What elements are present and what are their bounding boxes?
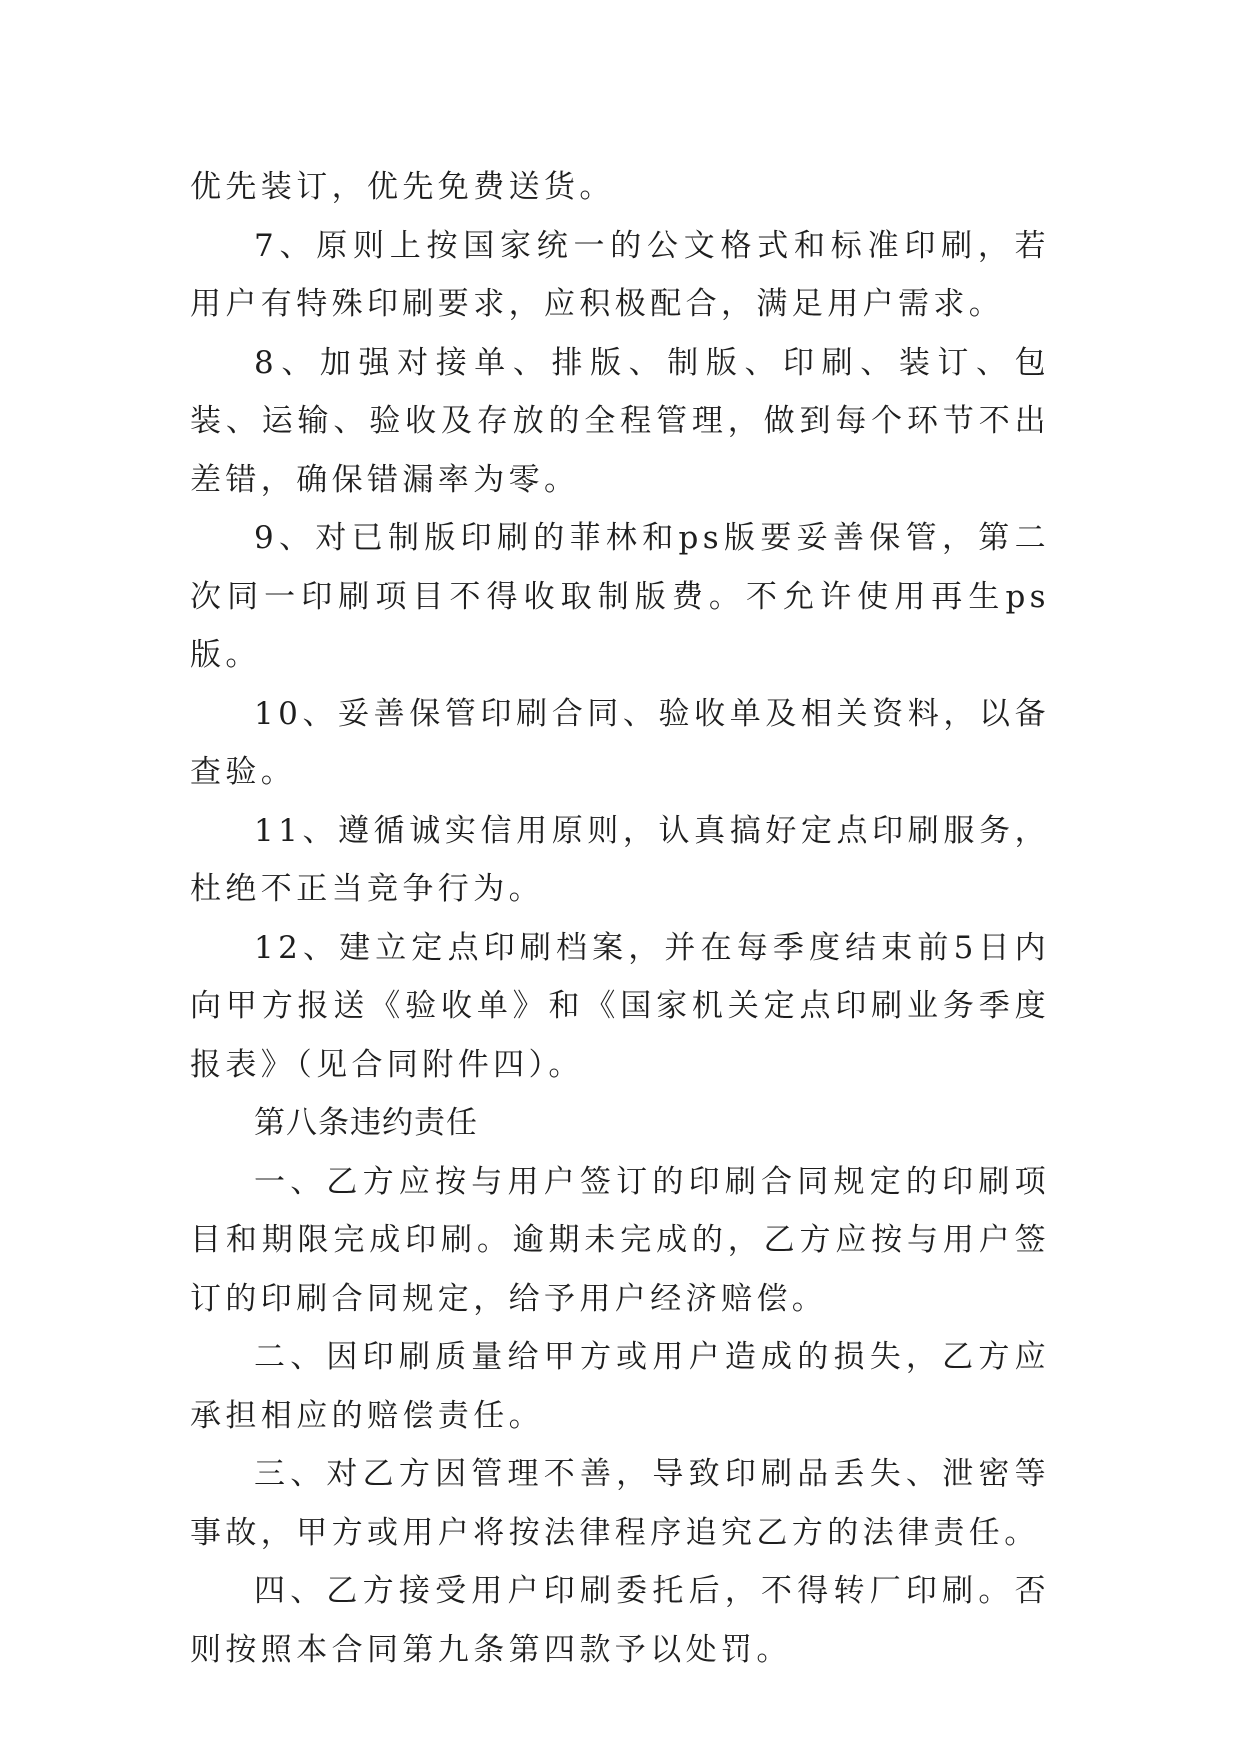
paragraph-clause-2: 二、因印刷质量给甲方或用户造成的损失，乙方应承担相应的赔偿责任。 — [190, 1339, 1050, 1434]
paragraph-clause-1: 一、乙方应按与用户签订的印刷合同规定的印刷项目和期限完成印刷。逾期未完成的，乙方应按与用户签订的印刷合同规定，给予用户经济赔偿。 — [190, 1163, 1050, 1317]
paragraph-item-9: 9、对已制版印刷的菲林和ps版要妥善保管，第二次同一印刷项目不得收取制版费。不允许使用再生ps版。 — [190, 520, 1050, 673]
section-heading-article-8: 第八条违约责任 — [254, 1105, 478, 1141]
document-body — [190, 158, 1050, 1679]
paragraph-item-10: 10、妥善保管印刷合同、验收单及相关资料，以备查验。 — [190, 695, 1050, 790]
paragraph-item-8: 8、加强对接单、排版、制版、印刷、装订、包装、运输、验收及存放的全程管理，做到每个环节不出差错，确保错漏率为零。 — [190, 344, 1050, 498]
paragraph-clause-4: 四、乙方接受用户印刷委托后，不得转厂印刷。否则按照本合同第九条第四款予以处罚。 — [190, 1573, 1050, 1668]
paragraph-clause-3: 三、对乙方因管理不善，导致印刷品丢失、泄密等事故，甲方或用户将按法律程序追究乙方的法律责任。 — [190, 1456, 1050, 1551]
paragraph-continuation: 优先装订，优先免费送货。 — [190, 169, 615, 205]
paragraph-item-7: 7、原则上按国家统一的公文格式和标准印刷，若用户有特殊印刷要求，应积极配合，满足用户需求。 — [190, 227, 1050, 322]
paragraph-item-12: 12、建立定点印刷档案，并在每季度结束前5日内向甲方报送《验收单》和《国家机关定点印刷业务季度报表》（见合同附件四）。 — [190, 929, 1050, 1083]
paragraph-item-11: 11、遵循诚实信用原则，认真搞好定点印刷服务，杜绝不正当竞争行为。 — [190, 812, 1050, 907]
